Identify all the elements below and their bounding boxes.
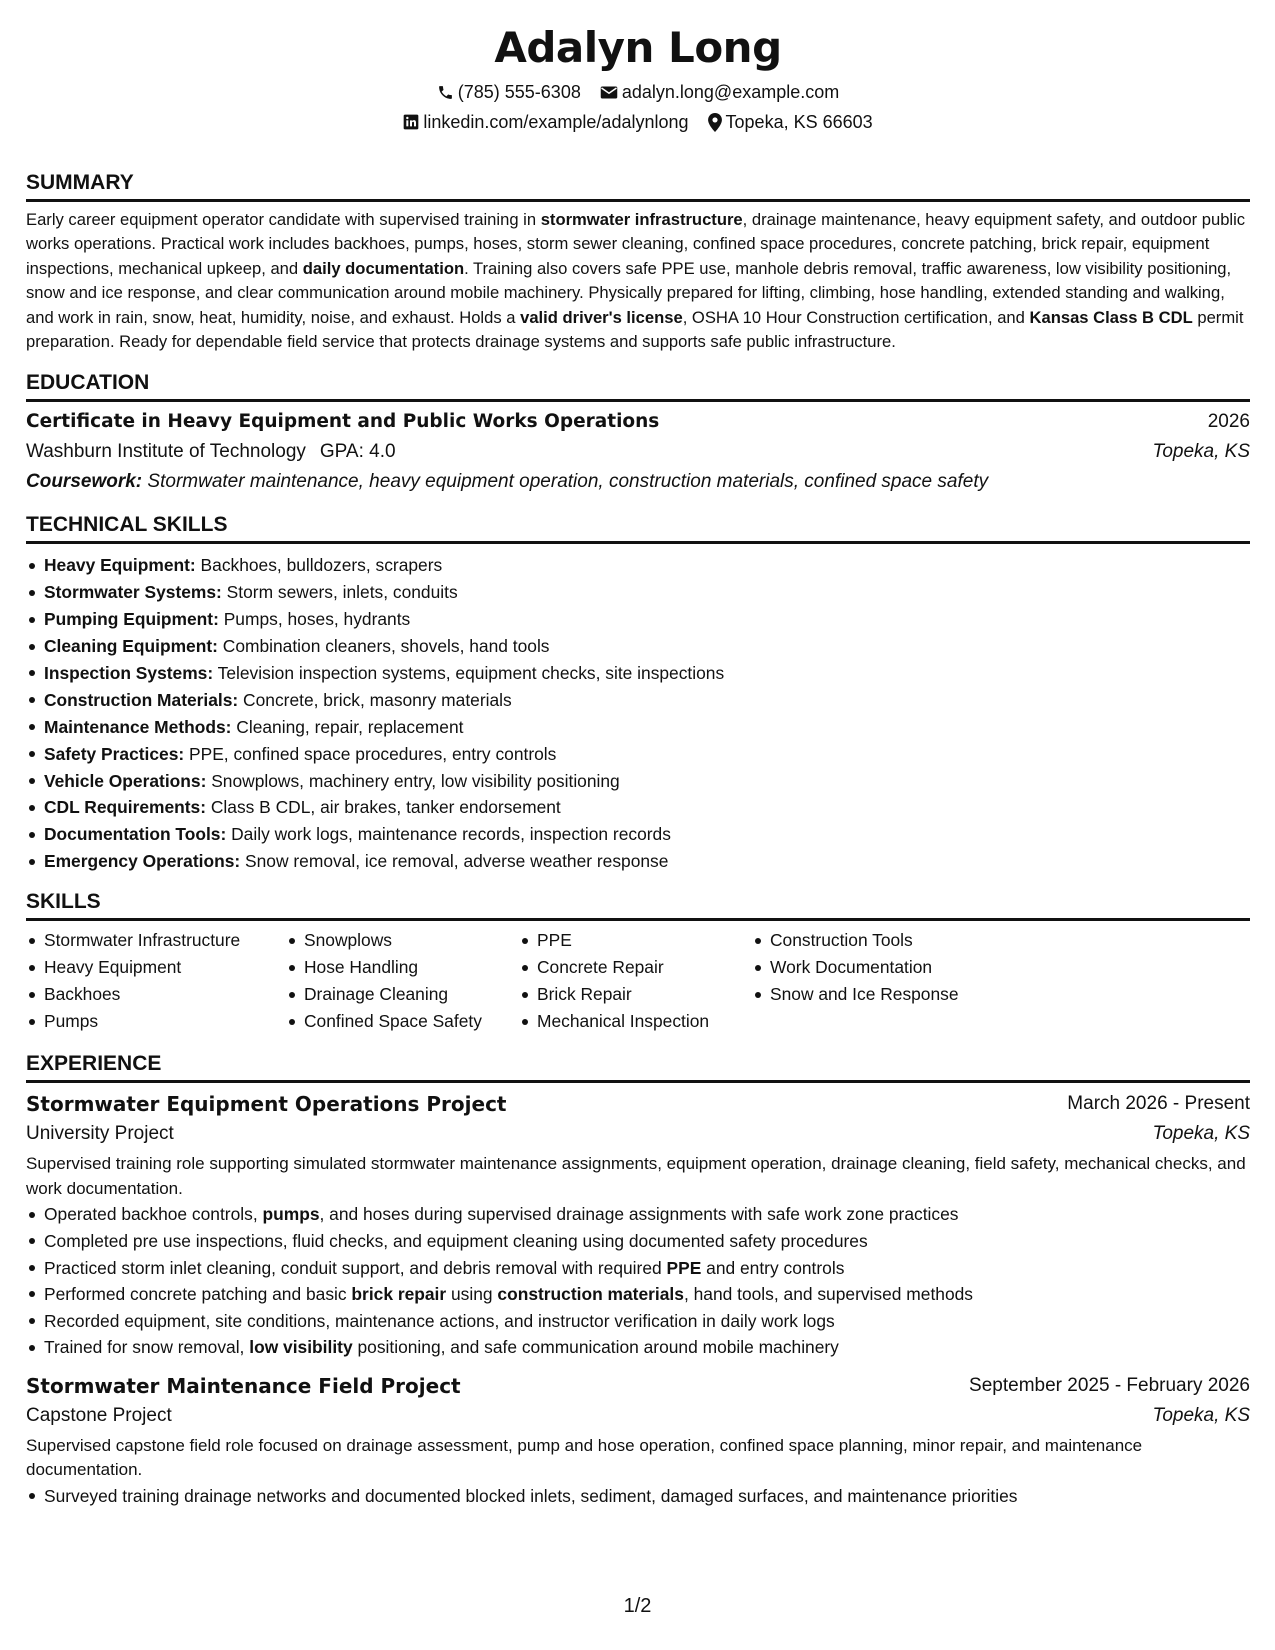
skill-category: Safety Practices: [44,743,185,764]
job-dates: September 2025 - February 2026 [969,1374,1250,1396]
list-item [44,821,1250,848]
bullet-emphasis: low visibility [249,1337,353,1358]
skill-values: PPE, confined space procedures, entry controls [184,743,557,764]
job-organization: University Project [26,1123,174,1145]
list-item [44,1201,1250,1228]
technical-skills-heading: TECHNICAL SKILLS [26,511,1250,544]
summary-text: , drainage maintenance, heavy equipment safety, and outdoor public works operations. Practical work includes backhoes, pumps, hoses, storm sewer cleaning, confined space procedures, concrete patching, brick repair, equipment inspections, mechanical upkeep, and [26,210,1246,278]
skill-values: Snow removal, ice removal, adverse weather response [240,851,669,872]
candidate-name: Adalyn Long [494,23,782,72]
skill-item: PPE [537,927,752,954]
skill-item: Hose Handling [304,954,519,981]
gpa: GPA: 4.0 [319,441,396,463]
graduation-year: 2026 [1207,411,1250,433]
skills-column [752,927,1030,1035]
skill-category: Pumping Equipment: [44,609,219,630]
skill-item: Work Documentation [770,954,1030,981]
skill-category: Documentation Tools: [44,824,227,845]
skill-category: Inspection Systems: [44,663,214,683]
list-item [44,1255,1250,1282]
list-item [44,794,1250,821]
email-text[interactable]: adalyn.long@example.com [621,82,840,103]
skill-category: Stormwater Systems: [44,582,222,603]
job-dates: March 2026 - Present [1067,1093,1250,1115]
education-degree-row [26,407,1250,437]
list-item [44,552,1250,579]
summary-emphasis: valid driver's license [520,307,683,327]
bullet-emphasis: PPE [666,1257,702,1278]
bullet-text: Surveyed training drainage networks and documented blocked inlets, sediment, damaged surfaces, and maintenance priorities [44,1486,1018,1507]
linkedin-icon [403,114,419,130]
phone-text: (785) 555-6308 [457,82,581,103]
skill-category: Maintenance Methods: [44,716,232,737]
skill-category: Cleaning Equipment: [44,636,218,657]
skills-heading: SKILLS [26,888,1250,921]
skills-column [26,927,286,1035]
list-item [44,1334,1250,1361]
coursework-label: Coursework: [26,471,143,493]
skills-column [519,927,752,1035]
contact-row-secondary [26,106,1250,136]
phone-contact [437,77,581,107]
page-number: 1/2 [623,1595,652,1617]
list-item [44,1483,1250,1510]
skill-values: Combination cleaners, shovels, hand tools [217,636,550,657]
list-item [44,606,1250,633]
bullet-emphasis: brick repair [351,1284,447,1305]
list-item [44,660,1250,687]
list-item [44,687,1250,714]
skill-values: Class B CDL, air brakes, tanker endorsement [206,797,561,818]
summary-emphasis: daily documentation [302,258,465,278]
list-item [44,768,1250,795]
skill-values: Cleaning, repair, replacement [231,716,464,737]
resume-page [26,0,1250,1650]
job-title: Stormwater Maintenance Field Project [26,1373,461,1398]
contact-row-primary [26,76,1250,106]
job-bullets [26,1201,1250,1361]
list-item [44,633,1250,660]
bullet-text: Performed concrete patching and basic [44,1284,352,1305]
list-item [44,579,1250,606]
linkedin-contact[interactable] [403,107,688,137]
bullet-text: Completed pre use inspections, fluid checks, and equipment cleaning using documented safety procedures [44,1230,868,1251]
job-location: Topeka, KS [1152,1123,1250,1145]
email-contact[interactable] [600,77,839,107]
experience-entry [26,1089,1250,1361]
skill-item: Mechanical Inspection [537,1008,752,1035]
location-contact [708,107,873,137]
job-header [26,1371,1250,1401]
skill-item: Heavy Equipment [44,954,286,981]
skill-values: Snowplows, machinery entry, low visibility positioning [206,770,620,791]
summary-text: permit preparation. Ready for dependable field service that protects drainage systems and supports safe public infrastructure. [26,307,1244,352]
skill-item: Concrete Repair [537,954,752,981]
bullet-emphasis: pumps [262,1204,320,1225]
bullet-text: using [446,1284,498,1305]
experience-entry [26,1371,1250,1510]
job-organization: Capstone Project [26,1404,172,1426]
phone-icon [437,84,454,101]
bullet-text: positioning, and safe communication around mobile machinery [352,1337,839,1358]
school-name: Washburn Institute of Technology [26,441,306,463]
list-item [44,741,1250,768]
job-header [26,1089,1250,1119]
bullet-text: Trained for snow removal, [44,1337,250,1358]
linkedin-text[interactable]: linkedin.com/example/adalynlong [423,112,689,133]
coursework-row [26,467,1250,497]
list-item [44,1281,1250,1308]
technical-skills-list [26,552,1250,875]
education-school-row [26,437,1250,467]
list-item [44,1228,1250,1255]
summary-emphasis: stormwater infrastructure [540,210,743,229]
skill-category: Heavy Equipment: [44,555,196,576]
list-item [44,848,1250,875]
school-info [26,437,396,467]
location-text: Topeka, KS 66603 [725,112,873,133]
skill-category: CDL Requirements: [44,797,207,818]
bullet-text: Operated backhoe controls, [44,1204,263,1225]
school-location: Topeka, KS [1152,441,1250,463]
bullet-text: Recorded equipment, site conditions, maintenance actions, and instructor verification in daily work logs [44,1310,835,1331]
job-title: Stormwater Equipment Operations Project [26,1092,507,1117]
bullet-text: and entry controls [701,1257,845,1278]
job-description: Supervised training role supporting simulated stormwater maintenance assignments, equipment operation, drainage cleaning, field safety, mechanical checks, and work documentation. [26,1154,1246,1198]
job-description: Supervised capstone field role focused on drainage assessment, pump and hose operation, confined space planning, minor repair, and maintenance documentation. [26,1435,1143,1480]
bullet-text: , and hoses during supervised drainage assignments with safe work zone practices [319,1204,959,1225]
skill-category: Emergency Operations: [44,851,241,872]
skill-category: Vehicle Operations: [44,770,207,791]
skill-item: Snow and Ice Response [770,981,1030,1008]
skill-values: Daily work logs, maintenance records, inspection records [226,824,671,845]
summary-text: , OSHA 10 Hour Construction certification, and [682,307,1030,327]
skills-grid [26,927,1250,1035]
skill-values: Backhoes, bulldozers, scrapers [195,555,443,576]
summary-paragraph [26,208,1250,354]
job-subheader [26,1401,1250,1431]
skill-item: Brick Repair [537,981,752,1008]
experience-heading: EXPERIENCE [26,1050,1250,1083]
job-bullets [26,1483,1250,1510]
summary-text: Early career equipment operator candidate with supervised training in [26,210,541,229]
education-heading: EDUCATION [26,369,1250,402]
list-item [44,714,1250,741]
skill-item: Snowplows [304,927,519,954]
envelope-icon [600,85,618,100]
skill-category: Construction Materials: [44,689,239,710]
bullet-text: Practiced storm inlet cleaning, conduit support, and debris removal with required [44,1257,667,1278]
skill-item: Pumps [44,1008,286,1035]
coursework [26,467,988,497]
skill-item: Stormwater Infrastructure [44,927,286,954]
summary-heading: SUMMARY [26,169,1250,202]
degree-name: Certificate in Heavy Equipment and Public Works Operations [26,411,660,433]
skill-item: Backhoes [44,981,286,1008]
skill-item: Confined Space Safety [304,1008,519,1035]
skill-values: Concrete, brick, masonry materials [238,689,512,710]
skill-item: Construction Tools [770,927,1030,954]
job-subheader [26,1119,1250,1149]
coursework-list: Stormwater maintenance, heavy equipment operation, construction materials, confined space safety [142,471,989,493]
skill-values: Storm sewers, inlets, conduits [221,582,458,603]
job-location: Topeka, KS [1152,1404,1250,1426]
summary-text: . Training also covers safe PPE use, manhole debris removal, traffic awareness, low visibility positioning, snow and ice response, and clear communication around mobile machinery. Physically prepared for lifting, climbing, hose handling, extended standing and walking, and work in rain, snow, heat, humidity, noise, and exhaust. Holds a [26,258,1232,327]
skill-values: Television inspection systems, equipment checks, site inspections [213,663,725,683]
bullet-emphasis: construction materials [497,1284,684,1305]
skills-column [286,927,519,1035]
map-pin-icon [708,113,722,132]
skill-item: Drainage Cleaning [304,981,519,1008]
list-item [44,1308,1250,1335]
bullet-text: , hand tools, and supervised methods [683,1284,973,1305]
skill-values: Pumps, hoses, hydrants [218,609,411,630]
summary-emphasis: Kansas Class B CDL [1029,307,1193,327]
